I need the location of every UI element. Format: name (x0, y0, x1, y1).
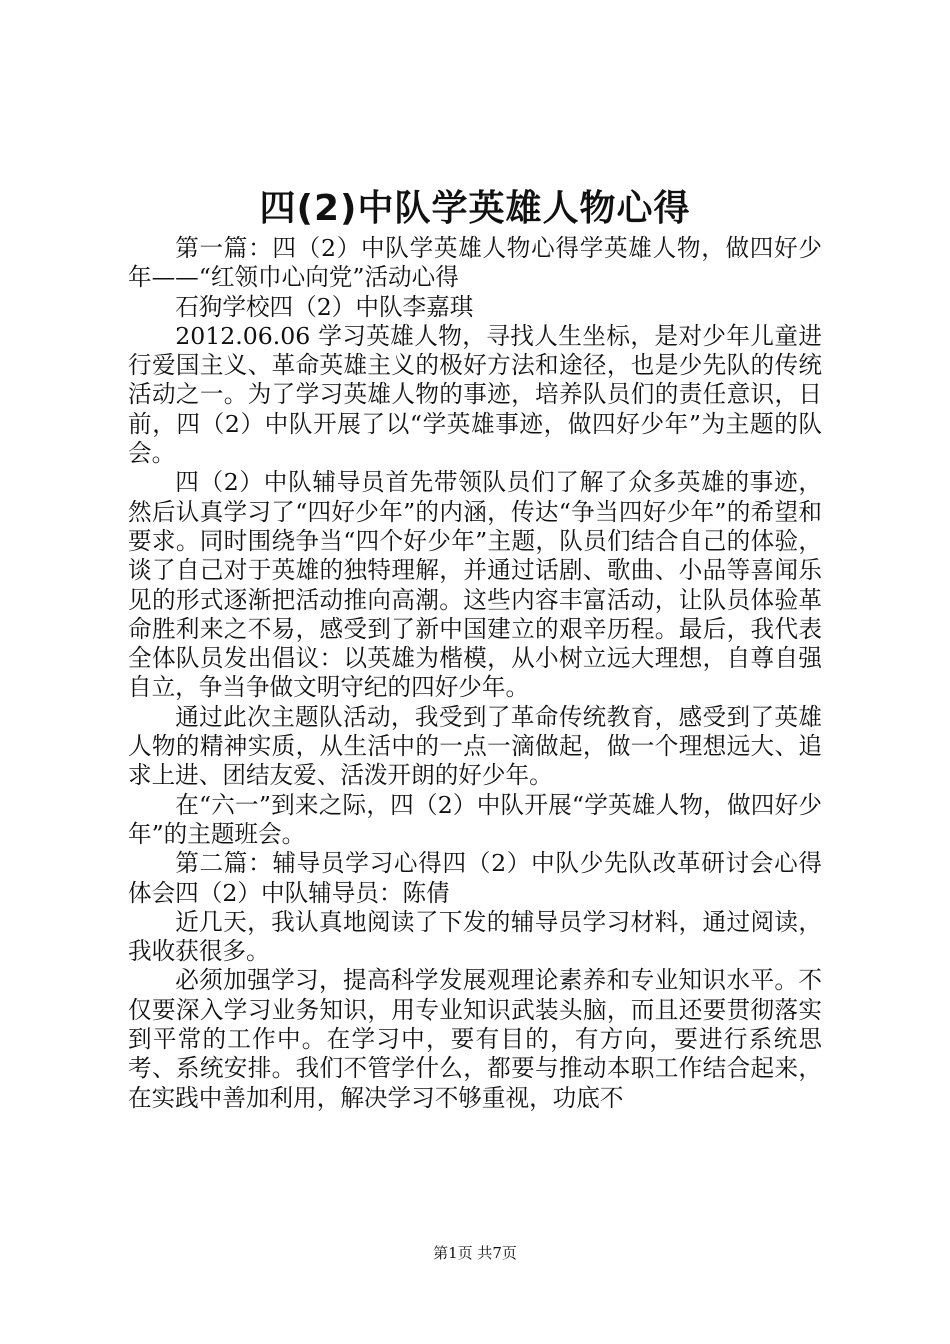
paragraph-8: 近几天，我认真地阅读了下发的辅导员学习材料，通过阅读，我收获很多。 (128, 907, 822, 966)
paragraph-5: 通过此次主题队活动，我受到了革命传统教育，感受到了英雄人物的精神实质，从生活中的一点一滴做起，做一个理想远大、追求上进、团结友爱、活泼开朗的好少年。 (128, 702, 822, 790)
paragraph-9: 必须加强学习，提高科学发展观理论素养和专业知识水平。不仅要深入学习业务知识，用专业知识武装头脑，而且还要贯彻落实到平常的工作中。在学习中，要有目的，有方向，要进行系统思考、系统安排。我们不管学什么，都要与推动本职工作结合起来，在实践中善加利用，解决学习不够重视，功底不 (128, 966, 822, 1112)
paragraph-7: 第二篇：辅导员学习心得四（2）中队少先队改革研讨会心得体会四（2）中队辅导员：陈倩 (128, 849, 822, 907)
paragraph-4: 四（2）中队辅导员首先带领队员们了解了众多英雄的事迹，然后认真学习了“四好少年”的内涵，传达“争当四好少年”的希望和要求。同时围绕争当“四个好少年”主题，队员们结合自己的体验，谈了自己对于英雄的独特理解，并通过话剧、歌曲、小品等喜闻乐见的形式逐渐把活动推向高潮。这些内容丰富活动，让队员体验革命胜利来之不易，感受到了新中国建立的艰辛历程。最后，我代表全体队员发出倡议：以英雄为楷模，从小树立远大理想，自尊自强自立，争当争做文明守纪的四好少年。 (128, 468, 822, 702)
paragraph-6: 在“六一”到来之际，四（2）中队开展“学英雄人物，做四好少年”的主题班会。 (128, 790, 822, 848)
paragraph-3: 2012.06.06 学习英雄人物，寻找人生坐标，是对少年儿童进行爱国主义、革命英雄主义的极好方法和途径，也是少先队的传统活动之一。为了学习英雄人物的事迹，培养队员们的责任意识，日前，四（2）中队开展了以“学英雄事迹，做四好少年”为主题的队会。 (128, 321, 822, 468)
document-title: 四(2)中队学英雄人物心得 (259, 188, 691, 229)
paragraph-2: 石狗学校四（2）中队李嘉琪 (175, 292, 474, 321)
document-body (128, 234, 822, 1113)
page-number-footer: 第1页 共7页 (433, 1244, 517, 1262)
paragraph-1: 第一篇：四（2）中队学英雄人物心得学英雄人物，做四好少年——“红领巾心向党”活动心得 (128, 234, 822, 292)
